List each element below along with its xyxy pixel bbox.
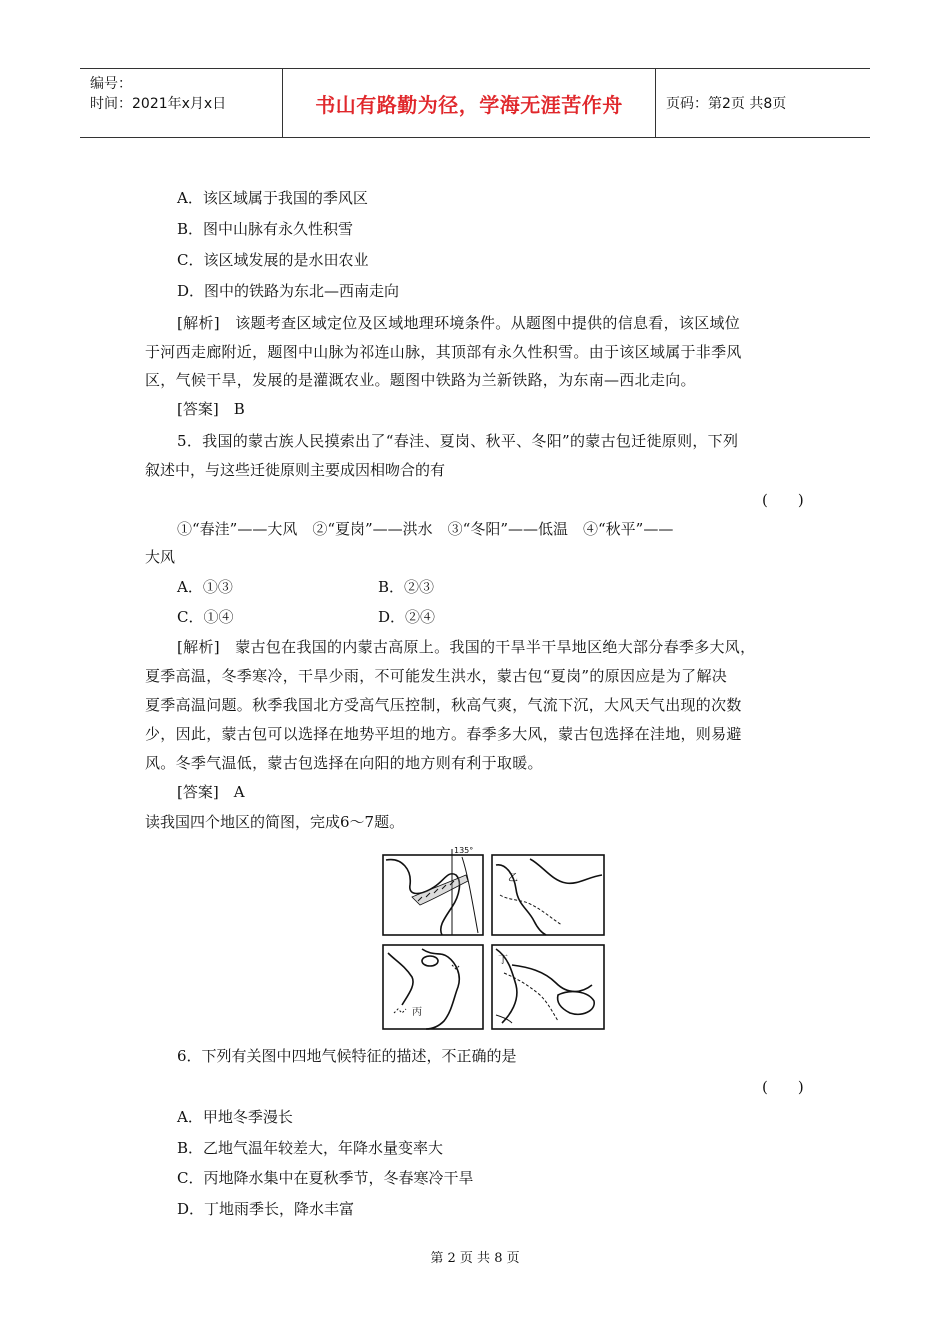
page-header — [80, 68, 870, 138]
region-label-yi: 乙 — [508, 873, 518, 884]
q4-analysis-line: 区，气候干旱，发展的是灌溉农业。题图中铁路为兰新铁路，为东南—西北走向。 — [145, 371, 696, 389]
region-label-ding: 丁 — [498, 955, 508, 966]
q5-stem: 5．我国的蒙古族人民摸索出了“春洼、夏岗、秋平、冬阳”的蒙古包迁徙原则，下列 — [177, 432, 739, 450]
header-motto-cell — [283, 69, 656, 137]
q5-answer-blank: ( ) — [762, 491, 804, 509]
q6-option-d: D．丁地雨季长，降水丰富 — [177, 1200, 355, 1218]
q4-analysis-line: [解析] 该题考查区域定位及区域地理环境条件。从题图中提供的信息看，该区域位 — [177, 314, 741, 332]
q5-analysis-line: 风。冬季气温低，蒙古包选择在向阳的地方则有利于取暖。 — [145, 754, 543, 772]
intro-6-7: 读我国四个地区的简图，完成6～7题。 — [145, 813, 405, 831]
q5-items-cont: 大风 — [145, 548, 176, 566]
q5-analysis-line: 夏季高温，冬季寒冷，干旱少雨，不可能发生洪水，蒙古包“夏岗”的原因应是为了解决 — [145, 667, 728, 685]
header-meta — [80, 69, 283, 137]
q5-answer: [答案] A — [177, 783, 245, 801]
four-region-maps-figure — [382, 845, 606, 1031]
q5-analysis-line: [解析] 蒙古包在我国的内蒙古高原上。我国的干旱半干旱地区绝大部分春季多大风， — [177, 638, 756, 656]
q5-stem-cont: 叙述中，与这些迁徙原则主要成因相吻合的有 — [145, 461, 446, 479]
document-date: 时间：2021年x月x日 — [90, 96, 227, 112]
q5-analysis-line: 夏季高温问题。秋季我国北方受高气压控制，秋高气爽，气流下沉，大风天气出现的次数 — [145, 696, 742, 714]
q5-option-c: C．①④ — [177, 608, 234, 626]
q6-answer-blank: ( ) — [762, 1078, 804, 1096]
q4-option-d: D．图中的铁路为东北—西南走向 — [177, 282, 400, 300]
q6-option-c: C．丙地降水集中在夏秋季节，冬春寒冷干旱 — [177, 1169, 474, 1187]
header-motto: 书山有路勤为径，学海无涯苦作舟 — [315, 92, 623, 117]
q5-option-b: B．②③ — [378, 578, 435, 596]
q4-answer: [答案] B — [177, 400, 245, 418]
page-code: 页码：第2页 共8页 — [666, 96, 787, 112]
q5-analysis-line: 少，因此，蒙古包可以选择在地势平坦的地方。春季多大风，蒙古包选择在洼地，则易避 — [145, 725, 742, 743]
q4-option-b: B．图中山脉有永久性积雪 — [177, 220, 354, 238]
longitude-label: 135° — [454, 846, 474, 855]
q5-items: ①“春洼”——大风 ②“夏岗”——洪水 ③“冬阳”——低温 ④“秋平”—— — [177, 520, 674, 538]
document-number: 编号： — [90, 76, 132, 92]
region-label-bing: 丙 — [412, 1007, 422, 1018]
q6-option-b: B．乙地气温年较差大，年降水量变率大 — [177, 1139, 444, 1157]
q5-option-a: A．①③ — [177, 578, 233, 596]
q5-option-d: D．②④ — [378, 608, 436, 626]
q4-analysis-line: 于河西走廊附近，题图中山脉为祁连山脉，其顶部有永久性积雪。由于该区域属于非季风 — [145, 343, 742, 361]
q6-option-a: A．甲地冬季漫长 — [177, 1108, 293, 1126]
q4-option-a: A．该区域属于我国的季风区 — [177, 189, 368, 207]
q6-stem: 6．下列有关图中四地气候特征的描述，不正确的是 — [177, 1047, 517, 1065]
q4-option-c: C．该区域发展的是水田农业 — [177, 251, 369, 269]
map-panel-yi — [492, 855, 604, 935]
page-footer: 第 2 页 共 8 页 — [430, 1251, 520, 1266]
